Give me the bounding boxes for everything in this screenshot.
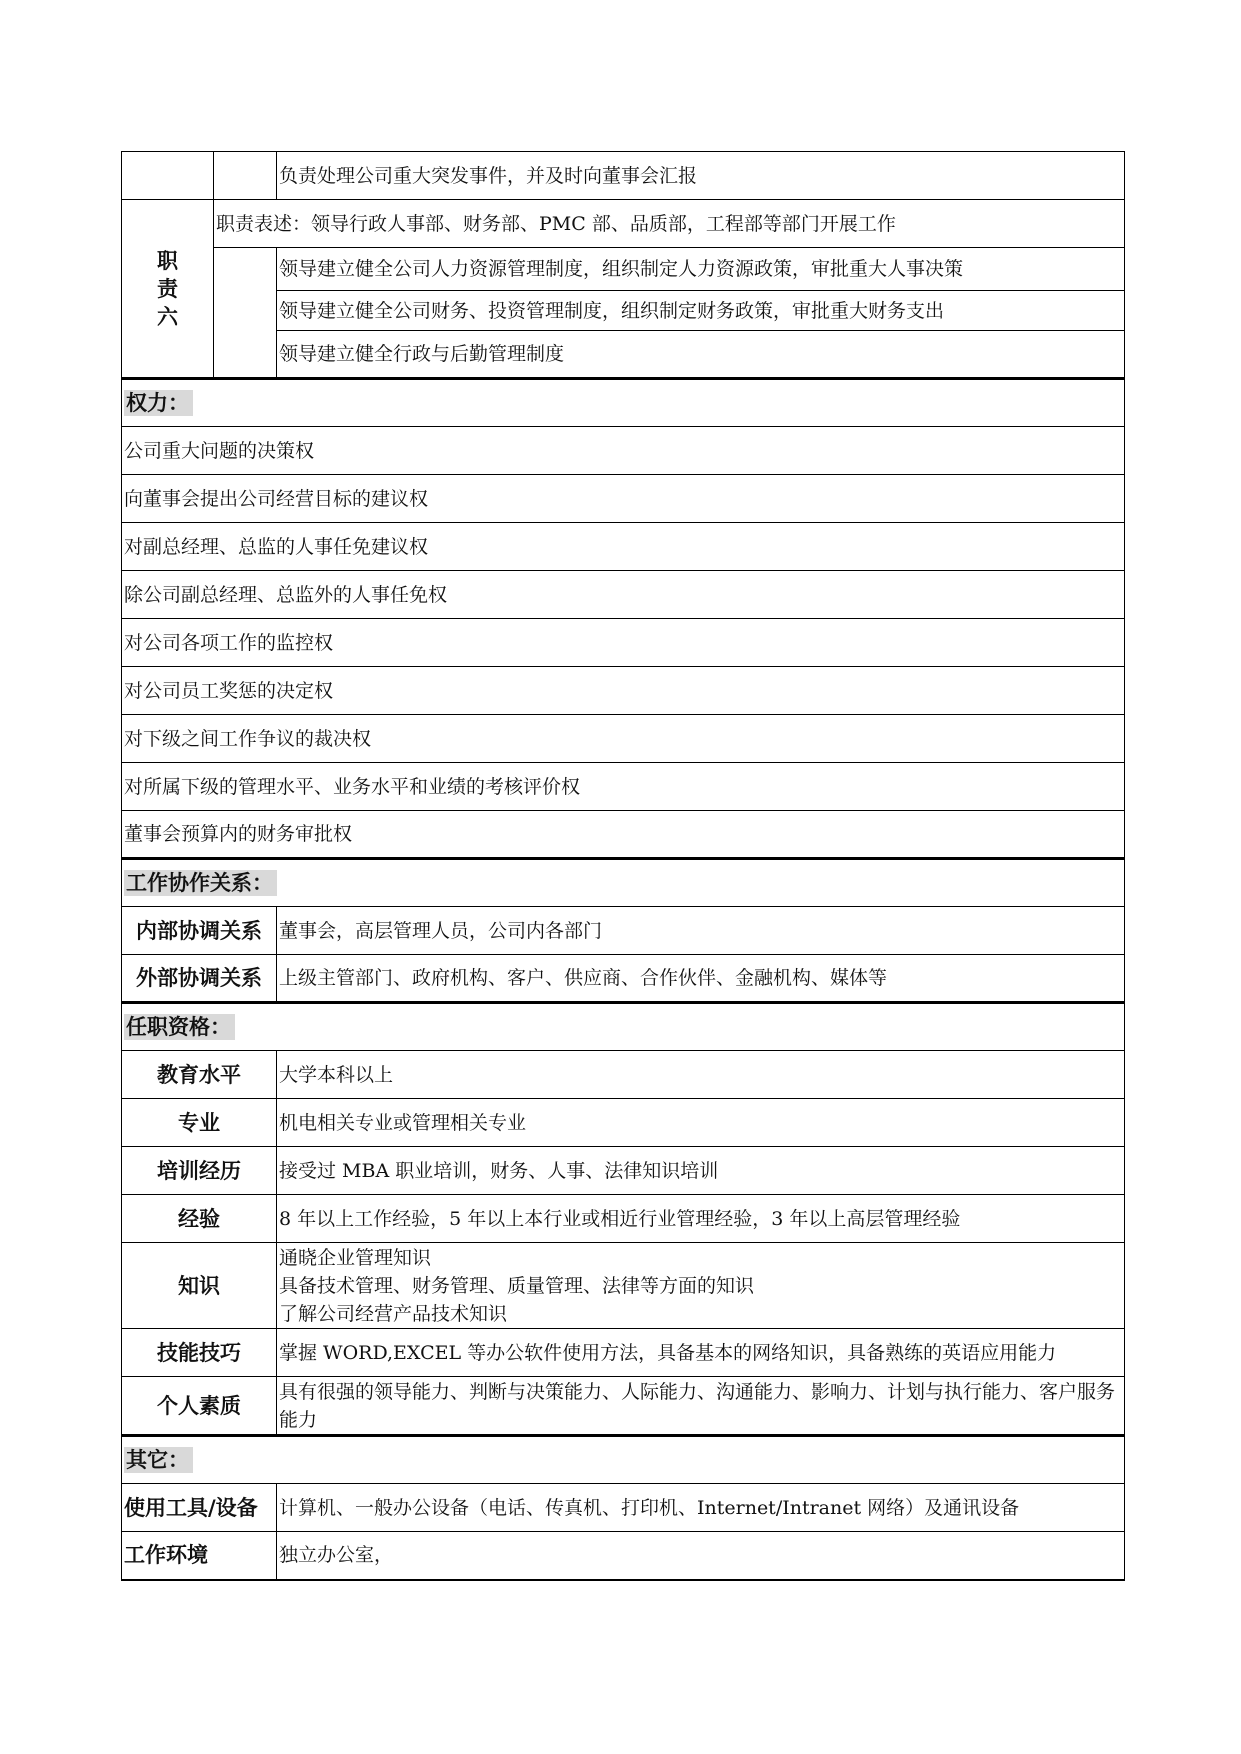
qualification-row: [122, 1051, 1125, 1099]
relation-value: 上级主管部门、政府机构、客户、供应商、合作伙伴、金融机构、媒体等: [277, 955, 1125, 1003]
power-row: [122, 571, 1125, 619]
qualification-row: [122, 1099, 1125, 1147]
experience-label: 经验: [122, 1195, 277, 1243]
training-label: 培训经历: [122, 1147, 277, 1195]
power-item: 对公司员工奖惩的决定权: [122, 667, 1125, 715]
job-description-table: [121, 151, 1125, 1581]
duty6-description: 职责表述：领导行政人事部、财务部、PMC 部、品质部，工程部等部门开展工作: [214, 200, 1125, 248]
skills-label: 技能技巧: [122, 1329, 277, 1377]
power-row: [122, 715, 1125, 763]
duty-item: 领导建立健全行政与后勤管理制度: [277, 331, 1125, 379]
section-title: 其它：: [124, 1447, 193, 1473]
relation-row: [122, 955, 1125, 1003]
power-item: 对副总经理、总监的人事任免建议权: [122, 523, 1125, 571]
relation-value: 董事会，高层管理人员，公司内各部门: [277, 907, 1125, 955]
environment-value: 独立办公室，: [277, 1532, 1125, 1580]
section-title: 工作协作关系：: [124, 870, 277, 896]
power-row: [122, 523, 1125, 571]
relation-row: [122, 907, 1125, 955]
power-item: 董事会预算内的财务审批权: [122, 811, 1125, 859]
knowledge-label: 知识: [122, 1243, 277, 1329]
power-item: 向董事会提出公司经营目标的建议权: [122, 475, 1125, 523]
tools-value: 计算机、一般办公设备（电话、传真机、打印机、Internet/Intranet 网络）及通讯设备: [277, 1484, 1125, 1532]
experience-value: 8 年以上工作经验，5 年以上本行业或相近行业管理经验，3 年以上高层管理经验: [277, 1195, 1125, 1243]
personal-value: 具有很强的领导能力、判断与决策能力、人际能力、沟通能力、影响力、计划与执行能力、客户服务能力: [277, 1377, 1125, 1436]
education-label: 教育水平: [122, 1051, 277, 1099]
duty-item: 负责处理公司重大突发事件，并及时向董事会汇报: [277, 152, 1125, 200]
other-row: [122, 1484, 1125, 1532]
education-value: 大学本科以上: [277, 1051, 1125, 1099]
qualification-row: [122, 1195, 1125, 1243]
power-row: [122, 763, 1125, 811]
table-row: [122, 248, 1125, 291]
power-item: 对下级之间工作争议的裁决权: [122, 715, 1125, 763]
relation-label: 外部协调关系: [122, 955, 277, 1003]
power-item: 公司重大问题的决策权: [122, 427, 1125, 475]
duty-item: 领导建立健全公司人力资源管理制度，组织制定人力资源政策，审批重大人事决策: [277, 248, 1125, 291]
duty-item: 领导建立健全公司财务、投资管理制度，组织制定财务政策，审批重大财务支出: [277, 291, 1125, 331]
qualification-row: [122, 1243, 1125, 1329]
section-title: 权力：: [124, 390, 193, 416]
relation-label: 内部协调关系: [122, 907, 277, 955]
section-header-other: [122, 1436, 1125, 1484]
qualification-row: [122, 1147, 1125, 1195]
major-value: 机电相关专业或管理相关专业: [277, 1099, 1125, 1147]
power-row: [122, 811, 1125, 859]
power-row: [122, 475, 1125, 523]
training-value: 接受过 MBA 职业培训，财务、人事、法律知识培训: [277, 1147, 1125, 1195]
section-header-relations: [122, 859, 1125, 907]
skills-value: 掌握 WORD,EXCEL 等办公软件使用方法，具备基本的网络知识，具备熟练的英语应用能力: [277, 1329, 1125, 1377]
table-row: [122, 152, 1125, 200]
knowledge-value: 通晓企业管理知识 具备技术管理、财务管理、质量管理、法律等方面的知识 了解公司经营产品技术知识: [277, 1243, 1125, 1329]
power-item: 除公司副总经理、总监外的人事任免权: [122, 571, 1125, 619]
qualification-row: [122, 1329, 1125, 1377]
power-row: [122, 667, 1125, 715]
power-row: [122, 619, 1125, 667]
environment-label: 工作环境: [122, 1532, 277, 1580]
table-row: [122, 200, 1125, 248]
major-label: 专业: [122, 1099, 277, 1147]
qualification-row: [122, 1377, 1125, 1436]
job-description-document: [121, 151, 1124, 1581]
duty6-label: 职 责 六: [122, 200, 214, 379]
section-header-powers: [122, 379, 1125, 427]
personal-label: 个人素质: [122, 1377, 277, 1436]
section-header-qualifications: [122, 1003, 1125, 1051]
section-title: 任职资格：: [124, 1014, 235, 1040]
power-item: 对所属下级的管理水平、业务水平和业绩的考核评价权: [122, 763, 1125, 811]
power-row: [122, 427, 1125, 475]
tools-label: 使用工具/设备: [122, 1484, 277, 1532]
other-row: [122, 1532, 1125, 1580]
power-item: 对公司各项工作的监控权: [122, 619, 1125, 667]
